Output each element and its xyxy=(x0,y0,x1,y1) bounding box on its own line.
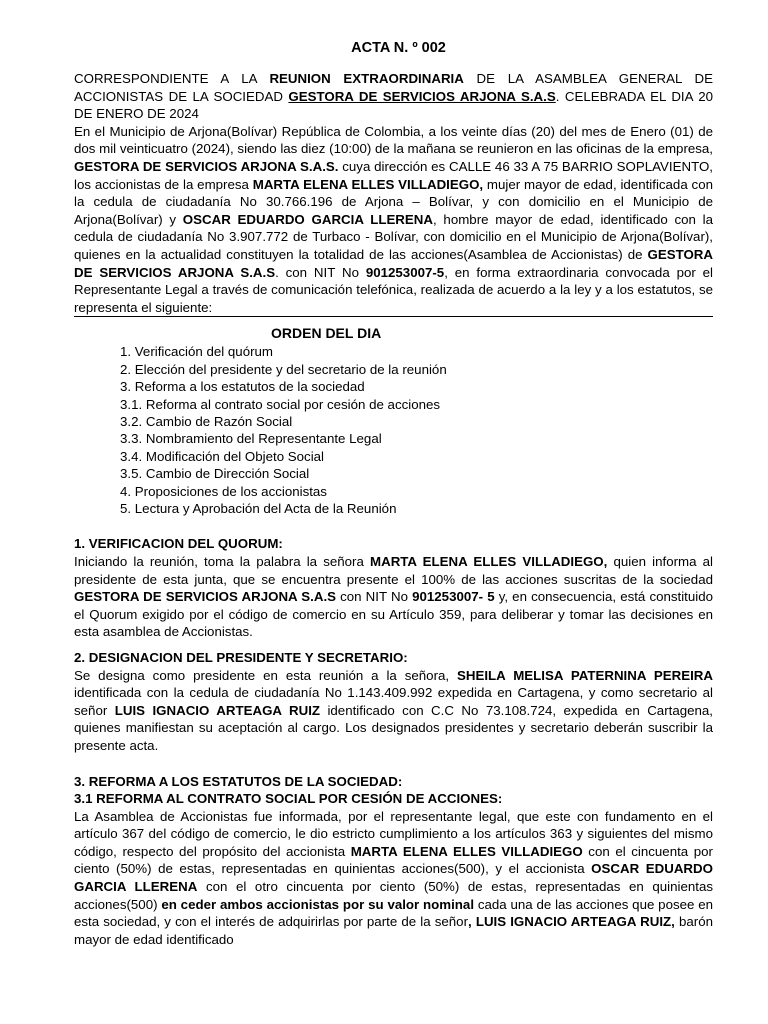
secretary-name: LUIS IGNACIO ARTEAGA RUIZ xyxy=(114,702,321,718)
company-name: GESTORA DE SERVICIOS ARJONA S.A.S xyxy=(74,246,713,280)
section-text: y, en consecuencia, está constituido el Quorum exigido por el código de comercio en su Artículo 359, para deliberar y tomar las decisiones en esta asamblea de Accionistas. xyxy=(74,589,714,640)
header-text: DE LA ASAMBLEA GENERAL DE ACCIONISTAS DE LA SOCIEDAD xyxy=(74,71,713,104)
document-title: ACTA N. º 002 xyxy=(351,40,446,56)
agenda-item: 2. Elección del presidente y del secretario de la reunión xyxy=(120,361,447,377)
company-nit: 901253007-5 xyxy=(365,264,445,280)
shareholder-name: MARTA ELENA ELLES VILLADIEGO, xyxy=(252,176,484,192)
agenda-item: 4. Proposiciones de los accionistas xyxy=(120,483,327,499)
shareholder-name: OSCAR EDUARDO GARCIA LLERENA xyxy=(182,211,433,227)
meeting-type: REUNION EXTRAORDINARIA xyxy=(269,71,464,86)
header-text: CORRESPONDIENTE A LA xyxy=(74,71,270,86)
section-2-heading: 2. DESIGNACION DEL PRESIDENTE Y SECRETARIO: xyxy=(74,649,408,665)
section-text: barón mayor de edad identificado xyxy=(74,914,713,947)
intro-text: cuya dirección es CALLE 46 33 A 75 BARRIO SOPLAVIENTO, los accionistas de la empresa xyxy=(74,158,713,192)
header-paragraph xyxy=(74,70,713,123)
section-3-1-paragraph xyxy=(74,808,713,949)
shareholder-name: MARTA ELENA ELLES VILLADIEGO, xyxy=(370,553,608,569)
intro-text: . con NIT No xyxy=(275,264,366,280)
section-text: cada una de las acciones que posee en esta sociedad, y con el interés de adquirirlas por parte de la señor xyxy=(74,896,714,930)
section-text: con NIT No xyxy=(336,589,413,605)
section-text: quien informa al presidente de esta junta, que se encuentra presente el 100% de las acciones suscritas de la sociedad xyxy=(74,553,713,587)
company-name: GESTORA DE SERVICIOS ARJONA S.A.S. xyxy=(74,158,339,174)
agenda-item: 1. Verificación del quórum xyxy=(120,344,273,360)
section-1-paragraph xyxy=(74,553,713,641)
president-name: SHEILA MELISA PATERNINA PEREIRA xyxy=(457,667,713,683)
agenda-list xyxy=(120,343,713,517)
agenda-item: 3.4. Modificación del Objeto Social xyxy=(120,448,324,464)
intro-text: En el Municipio de Arjona(Bolívar) República de Colombia, a los veinte días (20) del mes de Enero (01) de dos mil veinticuatro (2024), siendo las diez (10:00) de la mañana se reunieron en las oficinas de la empresa, xyxy=(74,123,713,157)
section-text: Iniciando la reunión, toma la palabra la señora xyxy=(74,553,371,569)
agenda-item: 3. Reforma a los estatutos de la sociedad xyxy=(120,379,365,395)
agenda-title: ORDEN DEL DIA xyxy=(271,325,382,342)
company-name: GESTORA DE SERVICIOS ARJONA S.A.S xyxy=(288,88,556,104)
shareholder-name: MARTA ELENA ELLES VILLADIEGO xyxy=(350,843,583,859)
intro-text: mujer mayor de edad, identificada con la cedula de ciudadanía No 30.766.196 de Arjona – Bolívar, y con domicilio en el Municipio de Arjona(Bolívar) y xyxy=(74,176,713,227)
agenda-item: 3.2. Cambio de Razón Social xyxy=(120,413,293,429)
agenda-item: 5. Lectura y Aprobación del Acta de la Reunión xyxy=(120,500,397,516)
section-1-heading: 1. VERIFICACION DEL QUORUM: xyxy=(74,536,283,552)
header-date: . CELEBRADA EL DIA 20 DE ENERO DE 2024 xyxy=(74,88,713,122)
section-text: identificado con C.C No 73.108.724, expedida en Cartagena, quienes manifiestan su aceptación al cargo. Los designados presidentes y secretario deberán suscribir la presente acta. xyxy=(74,702,713,753)
company-name: GESTORA DE SERVICIOS ARJONA S.A.S xyxy=(74,589,337,605)
buyer-name: , LUIS IGNACIO ARTEAGA RUIZ, xyxy=(468,914,675,930)
company-nit: 901253007- 5 xyxy=(412,589,495,605)
section-text: identificada con la cedula de ciudadanía No 1.143.409.992 expedida en Cartagena, y como secretario al señor xyxy=(74,685,713,718)
section-text: con el otro cincuenta por ciento (50%) de estas, representadas en quinientas acciones(500) xyxy=(74,879,713,912)
section-3-1-heading: 3.1 REFORMA AL CONTRATO SOCIAL POR CESIÓN DE ACCIONES: xyxy=(74,791,503,807)
section-text: con el cincuenta por ciento (50%) de estas, representadas en quinientas acciones(500), y el accionista xyxy=(74,843,713,877)
intro-text: , en forma extraordinaria convocada por el Representante Legal a través de comunicación telefónica, realizada de acuerdo a la ley y a los estatutos, se representa el siguiente: xyxy=(74,264,713,315)
intro-text: , hombre mayor de edad, identificado con la cedula de ciudadanía No 3.907.772 de Turbaco - Bolívar, con domicilio en el Municipio de Arjona(Bolívar), quienes en la actualidad constituyen la totalidad de las acciones(Asamblea de Accionistas) de xyxy=(74,211,713,262)
agenda-item: 3.3. Nombramiento del Representante Legal xyxy=(120,431,382,447)
agenda-item: 3.1. Reforma al contrato social por cesión de acciones xyxy=(120,396,441,412)
section-text: Se designa como presidente en esta reunión a la señora, xyxy=(74,667,458,683)
shareholder-name: OSCAR EDUARDO GARCIA LLERENA xyxy=(74,861,713,895)
section-text: La Asamblea de Accionistas fue informada, por el representante legal, que este con fundamento en el artículo 367 del código de comercio, le dio estricto cumplimiento a los artículos 363 y siguientes del mismo código, respecto del propósito del accionista xyxy=(74,808,713,859)
agenda-item: 3.5. Cambio de Dirección Social xyxy=(120,466,310,482)
intro-paragraph xyxy=(74,123,713,318)
section-3-heading: 3. REFORMA A LOS ESTATUTOS DE LA SOCIEDAD: xyxy=(74,773,403,789)
transfer-clause: en ceder ambos accionistas por su valor nominal xyxy=(161,896,475,912)
section-2-paragraph xyxy=(74,667,713,755)
